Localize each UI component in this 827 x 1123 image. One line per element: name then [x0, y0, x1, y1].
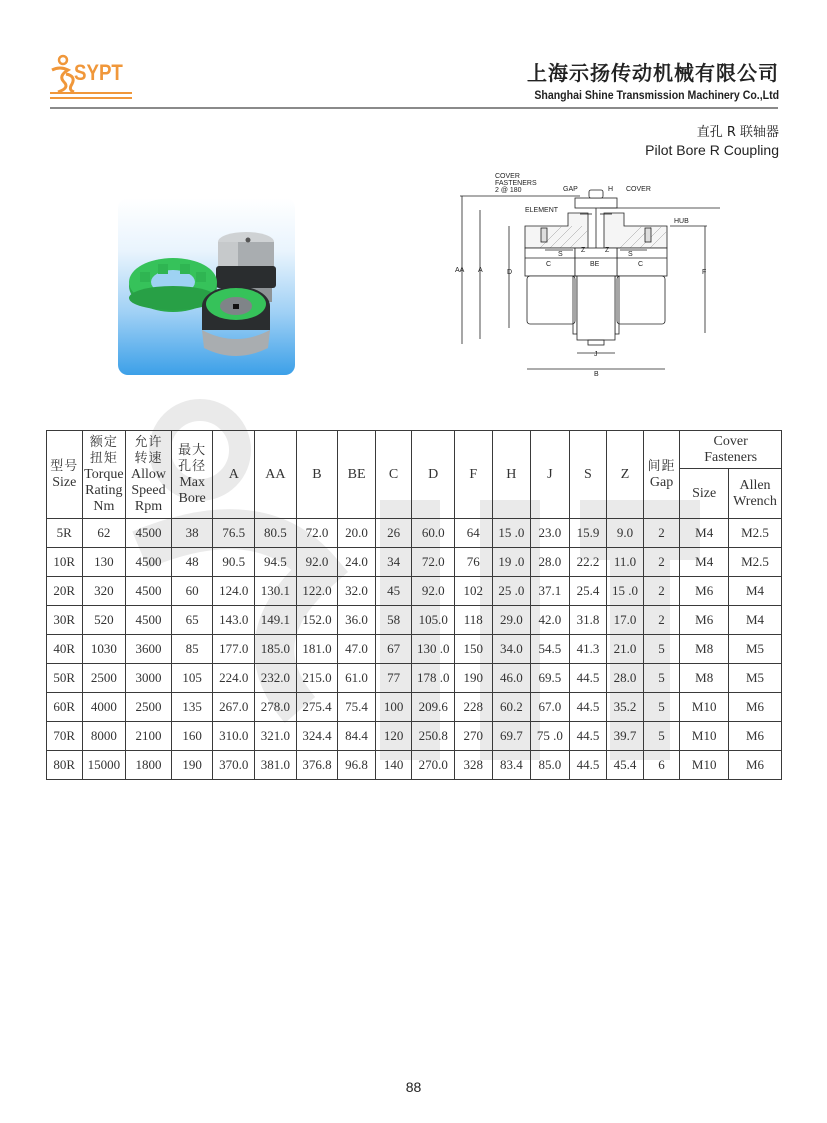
table-cell: 22.2: [569, 548, 607, 577]
table-cell: 65: [171, 606, 213, 635]
table-cell: 328: [455, 751, 493, 780]
table-row: [47, 635, 782, 664]
table-cell: 140: [375, 751, 412, 780]
table-cell: 5: [643, 693, 680, 722]
coupling-dimension-diagram: [440, 168, 730, 383]
table-cell: M6: [729, 751, 782, 780]
table-cell: 4500: [126, 606, 172, 635]
table-cell: 64: [455, 519, 493, 548]
table-body: [47, 519, 782, 780]
label-aa: AA: [455, 267, 465, 274]
label-gap: GAP: [563, 186, 578, 193]
table-cell: 94.5: [255, 548, 297, 577]
label-f: F: [702, 269, 707, 276]
table-cell: 90.5: [213, 548, 255, 577]
table-cell: 30R: [47, 606, 83, 635]
company-name-en: Shanghai Shine Transmission Machinery Co.,Ltd: [534, 88, 779, 102]
specification-table: [46, 430, 782, 780]
table-cell: 76: [455, 548, 493, 577]
table-cell: 70R: [47, 722, 83, 751]
header-h: H: [492, 431, 531, 519]
table-cell: 83.4: [492, 751, 531, 780]
table-row: [47, 722, 782, 751]
table-cell: 29.0: [492, 606, 531, 635]
table-cell: M6: [680, 606, 729, 635]
table-cell: 60.2: [492, 693, 531, 722]
table-cell: M6: [729, 693, 782, 722]
table-cell: 150: [455, 635, 493, 664]
label-b: B: [594, 371, 599, 378]
table-cell: M5: [729, 664, 782, 693]
table-cell: 23.0: [531, 519, 570, 548]
header-allen-wrench: Allen Wrench: [729, 469, 782, 519]
table-cell: 69.5: [531, 664, 570, 693]
table-cell: 224.0: [213, 664, 255, 693]
logo-text: SYPT: [74, 60, 123, 85]
table-cell: 310.0: [213, 722, 255, 751]
table-cell: 38: [171, 519, 213, 548]
table-cell: 120: [375, 722, 412, 751]
header-cover-fasteners: Cover Fasteners: [680, 431, 782, 469]
table-cell: M2.5: [729, 519, 782, 548]
table-cell: 75.4: [338, 693, 376, 722]
table-cell: 31.8: [569, 606, 607, 635]
table-cell: 35.2: [607, 693, 644, 722]
table-cell: 190: [171, 751, 213, 780]
header-s: S: [569, 431, 607, 519]
table-row: [47, 519, 782, 548]
table-cell: M10: [680, 693, 729, 722]
table-cell: 28.0: [607, 664, 644, 693]
table-cell: 8000: [82, 722, 126, 751]
table-cell: 72.0: [296, 519, 338, 548]
header-size: 型号 Size: [47, 431, 83, 519]
table-cell: 15000: [82, 751, 126, 780]
table-cell: 50R: [47, 664, 83, 693]
header-a: A: [213, 431, 255, 519]
table-cell: M8: [680, 635, 729, 664]
table-cell: 124.0: [213, 577, 255, 606]
table-cell: 92.0: [296, 548, 338, 577]
table-cell: M4: [729, 606, 782, 635]
table-cell: 60.0: [412, 519, 455, 548]
table-header-row: [47, 431, 782, 469]
company-name: [501, 57, 779, 102]
table-cell: 1030: [82, 635, 126, 664]
table-cell: 381.0: [255, 751, 297, 780]
table-cell: 178 .0: [412, 664, 455, 693]
table-cell: 5: [643, 664, 680, 693]
coupling-photo-icon: [118, 198, 295, 375]
table-cell: 376.8: [296, 751, 338, 780]
table-cell: M6: [680, 577, 729, 606]
table-cell: 105.0: [412, 606, 455, 635]
table-cell: 15 .0: [607, 577, 644, 606]
table-cell: M10: [680, 722, 729, 751]
label-s-right: S: [628, 251, 633, 258]
table-cell: 72.0: [412, 548, 455, 577]
table-cell: 267.0: [213, 693, 255, 722]
table-cell: 130 .0: [412, 635, 455, 664]
header-j: J: [531, 431, 570, 519]
table-cell: 40R: [47, 635, 83, 664]
label-element: ELEMENT: [525, 207, 559, 214]
table-cell: 185.0: [255, 635, 297, 664]
table-cell: M4: [680, 519, 729, 548]
table-cell: 20.0: [338, 519, 376, 548]
page-number: 88: [405, 1079, 422, 1095]
table-cell: 5: [643, 722, 680, 751]
table-cell: 130: [82, 548, 126, 577]
table-cell: 122.0: [296, 577, 338, 606]
table-cell: 324.4: [296, 722, 338, 751]
table-cell: 5: [643, 635, 680, 664]
table-cell: 2: [643, 519, 680, 548]
header-be: BE: [338, 431, 376, 519]
product-title-cn: 直孔 R 联轴器: [696, 125, 779, 140]
table-cell: 85.0: [531, 751, 570, 780]
label-z-right: Z: [605, 247, 610, 254]
table-cell: 118: [455, 606, 493, 635]
table-cell: 209.6: [412, 693, 455, 722]
table-cell: 15 .0: [492, 519, 531, 548]
table-cell: 2500: [126, 693, 172, 722]
label-cover-fasteners: COVER: [495, 173, 520, 180]
table-cell: 6: [643, 751, 680, 780]
table-cell: 19 .0: [492, 548, 531, 577]
table-cell: 32.0: [338, 577, 376, 606]
table-cell: 77: [375, 664, 412, 693]
table-cell: 44.5: [569, 722, 607, 751]
label-d: D: [507, 269, 513, 276]
table-cell: 190: [455, 664, 493, 693]
table-cell: M10: [680, 751, 729, 780]
table-cell: 45: [375, 577, 412, 606]
table-cell: 228: [455, 693, 493, 722]
table-cell: 370.0: [213, 751, 255, 780]
table-cell: 21.0: [607, 635, 644, 664]
table-cell: 520: [82, 606, 126, 635]
table-cell: 278.0: [255, 693, 297, 722]
header-d: D: [412, 431, 455, 519]
header-fastener-size: Size: [680, 469, 729, 519]
table-cell: 92.0: [412, 577, 455, 606]
table-cell: 2: [643, 577, 680, 606]
table-cell: 149.1: [255, 606, 297, 635]
product-title: [645, 121, 779, 158]
company-name-cn: 上海示扬传动机械有限公司: [527, 61, 779, 85]
table-cell: M6: [729, 722, 782, 751]
table-cell: 67: [375, 635, 412, 664]
table-cell: 58: [375, 606, 412, 635]
table-cell: 1800: [126, 751, 172, 780]
header-f: F: [455, 431, 493, 519]
table-cell: 28.0: [531, 548, 570, 577]
label-fasteners: FASTENERS: [495, 180, 537, 187]
table-cell: 76.5: [213, 519, 255, 548]
label-s-left: S: [558, 251, 563, 258]
table-cell: 232.0: [255, 664, 297, 693]
header-torque: 额定 扭矩 Torque Rating Nm: [82, 431, 126, 519]
header-aa: AA: [255, 431, 297, 519]
table-row: [47, 577, 782, 606]
label-h: H: [608, 186, 614, 193]
table-cell: 100: [375, 693, 412, 722]
table-cell: M5: [729, 635, 782, 664]
table-cell: 60R: [47, 693, 83, 722]
table-cell: 3600: [126, 635, 172, 664]
table-cell: 48: [171, 548, 213, 577]
header-max-bore: 最大 孔径 Max Bore: [171, 431, 213, 519]
header-gap: 间距 Gap: [643, 431, 680, 519]
table-cell: 44.5: [569, 664, 607, 693]
table-cell: 44.5: [569, 693, 607, 722]
table-cell: 34.0: [492, 635, 531, 664]
table-cell: 102: [455, 577, 493, 606]
table-cell: 321.0: [255, 722, 297, 751]
table-cell: 160: [171, 722, 213, 751]
table-cell: 25 .0: [492, 577, 531, 606]
table-cell: 320: [82, 577, 126, 606]
table-cell: 5R: [47, 519, 83, 548]
table-cell: 10R: [47, 548, 83, 577]
table-cell: 80R: [47, 751, 83, 780]
table-cell: 39.7: [607, 722, 644, 751]
header-z: Z: [607, 431, 644, 519]
table-cell: 4500: [126, 519, 172, 548]
table-cell: 11.0: [607, 548, 644, 577]
table-cell: 36.0: [338, 606, 376, 635]
table-cell: 250.8: [412, 722, 455, 751]
table-cell: 130.1: [255, 577, 297, 606]
label-a: A: [478, 267, 483, 274]
table-cell: 135: [171, 693, 213, 722]
table-cell: 9.0: [607, 519, 644, 548]
table-row: [47, 693, 782, 722]
label-be: BE: [590, 261, 600, 268]
company-logo: [48, 52, 138, 102]
table-cell: 3000: [126, 664, 172, 693]
table-cell: 4500: [126, 577, 172, 606]
table-cell: 20R: [47, 577, 83, 606]
logo-underline: [50, 92, 132, 102]
table-cell: 4500: [126, 548, 172, 577]
table-row: [47, 751, 782, 780]
table-cell: 2100: [126, 722, 172, 751]
table-cell: 177.0: [213, 635, 255, 664]
header-divider: [50, 107, 778, 109]
table-cell: M8: [680, 664, 729, 693]
table-cell: 17.0: [607, 606, 644, 635]
table-cell: 75 .0: [531, 722, 570, 751]
label-j: J: [594, 351, 598, 358]
table-cell: 42.0: [531, 606, 570, 635]
table-cell: 152.0: [296, 606, 338, 635]
table-cell: 2: [643, 606, 680, 635]
table-cell: 2: [643, 548, 680, 577]
table-cell: 54.5: [531, 635, 570, 664]
header-speed: 允许 转速 Allow Speed Rpm: [126, 431, 172, 519]
table-cell: 15.9: [569, 519, 607, 548]
table-cell: 80.5: [255, 519, 297, 548]
table-cell: 85: [171, 635, 213, 664]
table-cell: 46.0: [492, 664, 531, 693]
label-hub: HUB: [674, 218, 689, 225]
table-cell: 25.4: [569, 577, 607, 606]
table-cell: 37.1: [531, 577, 570, 606]
table-cell: 270.0: [412, 751, 455, 780]
label-c-right: C: [638, 261, 644, 268]
product-title-en: Pilot Bore R Coupling: [645, 142, 779, 158]
table-row: [47, 606, 782, 635]
product-photo: [118, 198, 295, 375]
table-cell: M2.5: [729, 548, 782, 577]
table-cell: 2500: [82, 664, 126, 693]
table-cell: 270: [455, 722, 493, 751]
table-cell: 4000: [82, 693, 126, 722]
table-cell: 62: [82, 519, 126, 548]
table-row: [47, 664, 782, 693]
label-z-left: Z: [581, 247, 586, 254]
table-cell: 143.0: [213, 606, 255, 635]
label-2-at-180: 2 @ 180: [495, 187, 522, 194]
table-row: [47, 548, 782, 577]
header-b: B: [296, 431, 338, 519]
table-cell: 41.3: [569, 635, 607, 664]
table-cell: 34: [375, 548, 412, 577]
label-c-left: C: [546, 261, 552, 268]
header-c: C: [375, 431, 412, 519]
table-cell: 105: [171, 664, 213, 693]
label-cover: COVER: [626, 186, 651, 193]
table-cell: 47.0: [338, 635, 376, 664]
table-cell: 67.0: [531, 693, 570, 722]
table-cell: 275.4: [296, 693, 338, 722]
table-cell: 181.0: [296, 635, 338, 664]
table-cell: 69.7: [492, 722, 531, 751]
table-cell: 215.0: [296, 664, 338, 693]
table-cell: 61.0: [338, 664, 376, 693]
table-cell: 84.4: [338, 722, 376, 751]
table-cell: 60: [171, 577, 213, 606]
table-cell: 26: [375, 519, 412, 548]
table-cell: 24.0: [338, 548, 376, 577]
table-cell: 96.8: [338, 751, 376, 780]
table-cell: 44.5: [569, 751, 607, 780]
table-cell: M4: [680, 548, 729, 577]
table-cell: 45.4: [607, 751, 644, 780]
table-cell: M4: [729, 577, 782, 606]
